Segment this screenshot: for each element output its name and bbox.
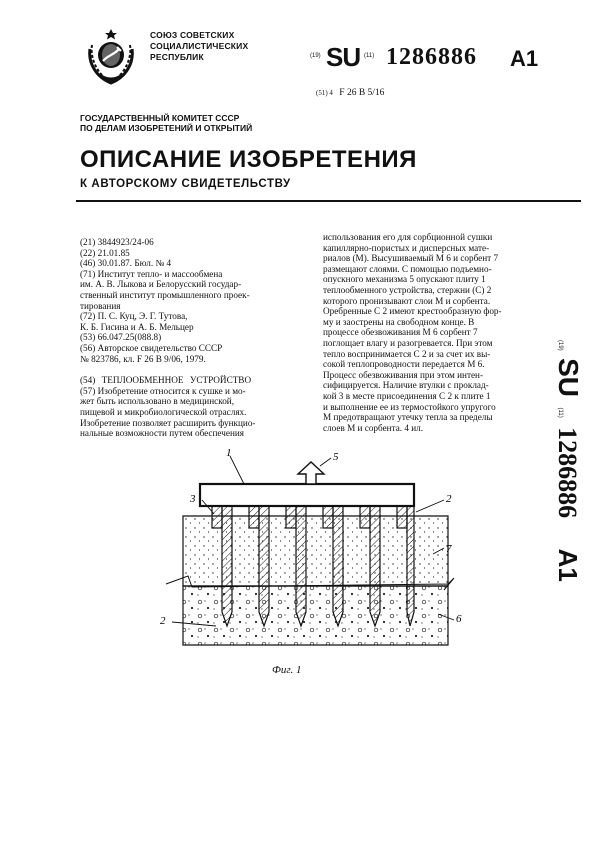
abstract-line: и выполнение ее из термостойкого упругого <box>323 401 496 412</box>
abstract-line: пищевой и микробиологической отраслях. <box>80 406 247 417</box>
ipc-value: F 26 B 5/16 <box>339 88 385 98</box>
document-subtitle: К АВТОРСКОМУ СВИДЕТЕЛЬСТВУ <box>80 178 291 190</box>
abstract-line: сифицируется. Наличие втулки с проклад- <box>323 380 489 391</box>
left-column <box>80 237 312 439</box>
side-kind: A1 <box>553 548 583 582</box>
committee-line: ПО ДЕЛАМ ИЗОБРЕТЕНИЙ И ОТКРЫТИЙ <box>80 123 253 133</box>
abstract-line: которого пронизывают слои М и сорбента. <box>323 295 491 306</box>
side-stamp <box>548 340 588 670</box>
biblio-line: (72) П. С. Куц, Э. Г. Тутова, <box>80 311 188 322</box>
committee <box>80 113 252 133</box>
abstract-line: (57) Изобретение относится к сушке и мо- <box>80 385 246 396</box>
figure-1-drawing <box>148 444 478 662</box>
callout-7: 7 <box>446 543 452 555</box>
document-title: ОПИСАНИЕ ИЗОБРЕТЕНИЯ <box>80 146 417 173</box>
biblio-line: (53) 66.047.25(088.8) <box>80 332 162 343</box>
abstract-line: сокой теплопроводности передается М 6. <box>323 359 485 370</box>
org-line: СОЮЗ СОВЕТСКИХ <box>150 30 235 40</box>
abstract-line: Оребренные С 2 имеют крестообразную фор- <box>323 306 502 317</box>
biblio-line: ственный институт промышленного проек- <box>80 289 250 300</box>
biblio-line: (46) 30.01.87. Бюл. № 4 <box>80 258 172 269</box>
committee-line: ГОСУДАРСТВЕННЫЙ КОМИТЕТ СССР <box>80 113 240 123</box>
abstract-line: тепло воспринимается С 2 и за счет их вы- <box>323 348 491 359</box>
callout-1: 1 <box>226 447 232 459</box>
ussr-emblem <box>82 27 140 87</box>
callout-3: 3 <box>190 493 196 505</box>
biblio-line: № 823786, кл. F 26 B 9/06, 1979. <box>80 353 206 364</box>
ipc-code: (51) 4 <box>316 89 333 97</box>
abstract-line: капиллярно-пористых и дисперсных мате- <box>323 242 490 253</box>
patent-number: 1286886 <box>386 44 477 70</box>
abstract-line: размещают слоями. С помощью подъемно- <box>323 263 492 274</box>
abstract-line: слоев М и сорбента. 4 ил. <box>323 422 424 433</box>
abstract-line: му и заострены на свободном конце. В <box>323 316 475 327</box>
abstract-line: поглощает влагу и разогревается. При этом <box>323 337 493 348</box>
callout-5: 5 <box>333 451 339 463</box>
side-stamp-text <box>552 340 584 582</box>
abstract-line: опускного механизма 5 опускают плиту 1 <box>323 274 486 285</box>
biblio-line: (56) Авторское свидетельство СССР <box>80 342 223 353</box>
abstract-line: М предотвращают утечку тепла за пределы <box>323 412 493 423</box>
side-code-11: (11) <box>557 407 563 418</box>
abstract-line: нальные возможности путем обеспечения <box>80 428 245 439</box>
abstract-line: процессе обезвоживания М 6 сорбент 7 <box>323 327 478 338</box>
code-11: (11) <box>364 53 375 59</box>
code-19: (19) <box>310 53 321 59</box>
abstract-right <box>323 232 561 433</box>
ipc-classification <box>316 88 384 98</box>
abstract-left <box>80 386 312 439</box>
biblio-line: (22) 21.01.85 <box>80 247 130 258</box>
document-kind: A1 <box>510 46 539 71</box>
abstract-line: кой 3 в месте присоединения С 2 к плите 1 <box>323 390 491 401</box>
abstract-line: теплообменного устройства, стержни (С) 2 <box>323 284 492 295</box>
figure-caption: Фиг. 1 <box>272 664 302 676</box>
invention-title: (54) ТЕПЛООБМЕННОЕ УСТРОЙСТВО <box>80 375 252 386</box>
country-code: SU <box>326 42 361 72</box>
biblio-line: тирования <box>80 300 121 311</box>
abstract-line: Изобретение позволяет расширить функцио- <box>80 417 256 428</box>
abstract-line: жет быть использовано в медицинской, <box>80 396 235 407</box>
biblio-line: (21) 3844923/24-06 <box>80 237 154 247</box>
side-code-19: (19) <box>557 340 563 351</box>
callout-6: 6 <box>456 613 462 625</box>
biblio-line: (71) Институт тепло- и массообмена <box>80 268 223 279</box>
biblio-line: им. А. В. Лыкова и Белорусский государ- <box>80 279 242 290</box>
side-country: SU <box>553 358 584 398</box>
biblio-line: К. Б. Гисина и А. Б. Мельцер <box>80 321 194 332</box>
org-line: СОЦИАЛИСТИЧЕСКИХ <box>150 41 249 51</box>
callout-2-top: 2 <box>446 493 452 505</box>
header-rule <box>76 200 581 202</box>
abstract-line: Процесс обезвоживания при этом интен- <box>323 369 484 380</box>
side-number: 1286886 <box>553 427 582 519</box>
org-name <box>150 30 248 63</box>
abstract-line: использования его для сорбционной сушки <box>323 232 493 242</box>
abstract-line: риалов (М). Высушиваемый М 6 и сорбент 7 <box>323 253 499 264</box>
org-line: РЕСПУБЛИК <box>150 52 204 62</box>
callout-2-bottom: 2 <box>160 615 166 627</box>
